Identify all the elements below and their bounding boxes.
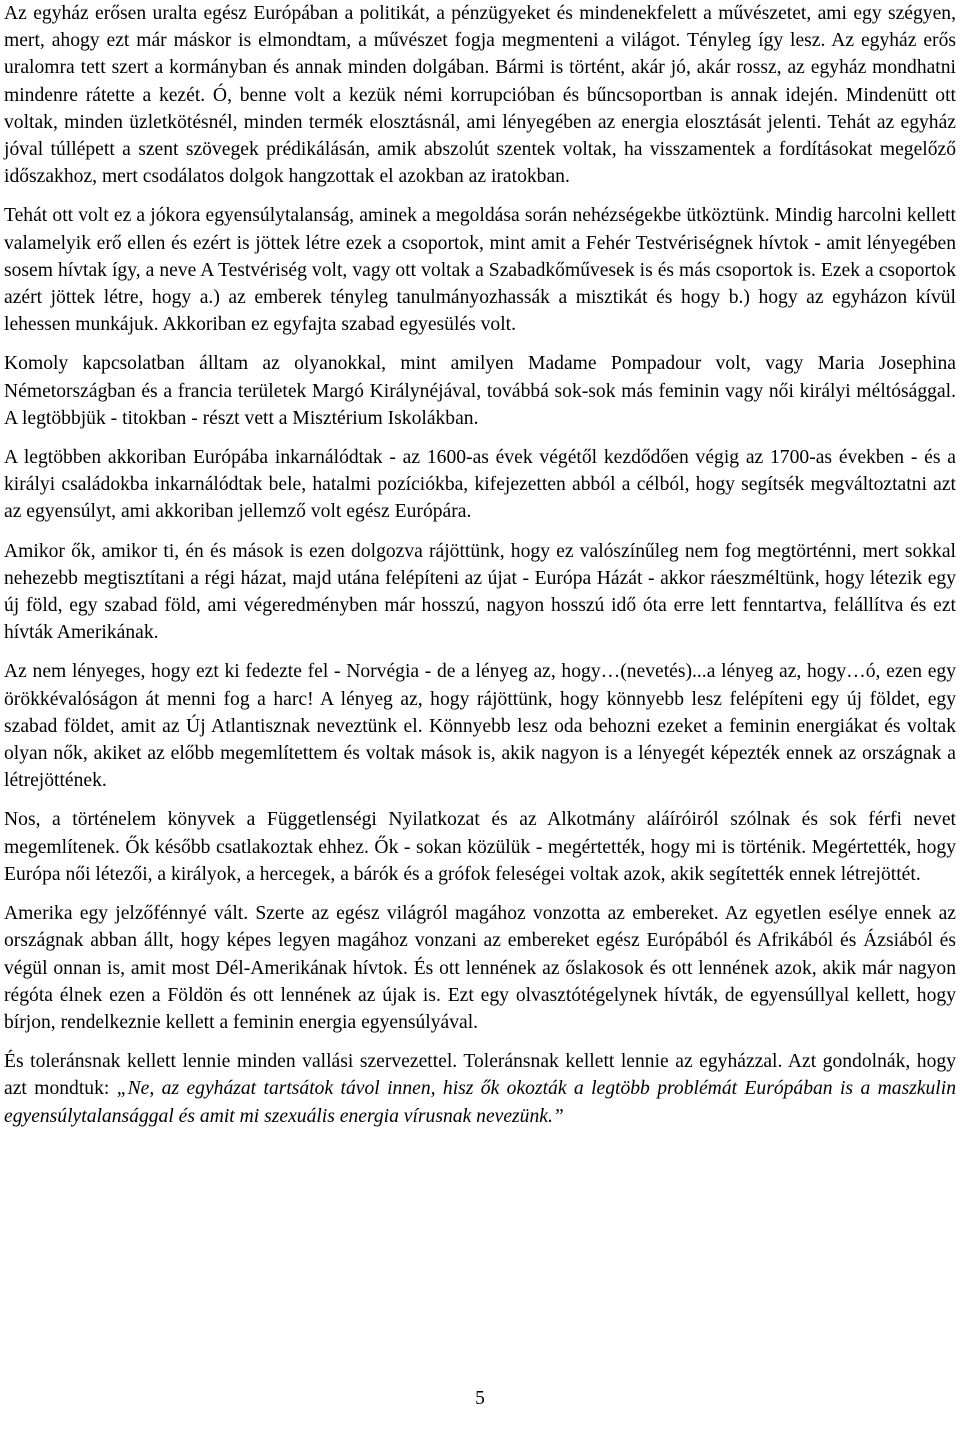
paragraph-9-text: És toleránsnak kellett lennie minden vallási szervezettel. Toleránsnak kellett lennie az egyházzal. Azt gondolnák, hogy azt mondtuk: [4, 1051, 956, 1100]
paragraph-6: Az nem lényeges, hogy ezt ki fedezte fel - Norvégia - de a lényeg az, hogy…(nevetés)...a lényeg az, hogy…ó, ezen egy örökkévalóságon át menni fog a harc! A lényeg az, hogy rájöttünk, hogy könnyebb lesz felépíteni egy új földet, egy szabad földet, amit az Új Atlantisznak neveztünk el. Könnyebb lesz oda behozni ezeket a feminin energiákat és voltak olyan nők, akiket az előbb megemlítettem és voltak mások is, akik nagyon is a lényegét képezték ennek az országnak a létrejöttének. [4, 661, 956, 792]
paragraph-5: Amikor ők, amikor ti, én és mások is ezen dolgozva rájöttünk, hogy ez valószínűleg nem fog megtörténni, mert sokkal nehezebb megtisztítani a régi házat, majd utána felépíteni az újat - Európa Házát - akkor ráeszméltünk, hogy létezik egy új föld, egy szabad föld, ami végeredményben már hosszú, nagyon hosszú idő óta erre lett fenntartva, felállítva és ezt hívták Amerikának. [4, 540, 956, 644]
paragraph-7: Nos, a történelem könyvek a Függetlenségi Nyilatkozat és az Alkotmány aláíróiról szólnak és sok férfi nevet megemlítenek. Ők később csatlakoztak ehhez. Ők - sokan közülük - megértették, hogy mi is történik. Megértették, hogy Európa női létezői, a királyok, a hercegek, a bárók és a grófok feleségei voltak azok, akik segítették ennek létrejöttét. [4, 809, 956, 885]
paragraph-2: Tehát ott volt ez a jókora egyensúlytalanság, aminek a megoldása során nehézségekbe ütköztünk. Mindig harcolni kellett valamelyik erő ellen és ezért is jöttek létre ezek a csoportok, mint amit a Fehér Testvériségnek hívtok - amit lényegében sosem hívtak így, a neve A Testvériség volt, vagy ott voltak a Szabadkőművesek is és más csoportok is. Ezek a csoportok azért jöttek létre, hogy a.) az emberek tényleg tanulmányozhassák a misztikát és hogy b.) hogy az egyházon kívül lehessen munkájuk. Akkoriban ez egyfajta szabad egyesülés volt. [4, 205, 956, 336]
paragraph-4: A legtöbben akkoriban Európába inkarnálódtak - az 1600-as évek végétől kezdődően végig az 1700-as években - és a királyi családokba inkarnálódtak bele, hatalmi pozíciókba, kifejezetten abból a célból, hogy segítsék megváltoztatni azt az egyensúlyt, ami akkoriban jellemző volt egész Európára. [4, 447, 956, 523]
paragraph-8: Amerika egy jelzőfénnyé vált. Szerte az egész világról magához vonzotta az embereket. Az egyetlen esélye ennek az országnak abban állt, hogy képes legyen magához vonzani az embereket egész Európából és Afrikából és Ázsiából és végül onnan is, amit most Dél-Amerikának hívtok. És ott lennének az őslakosok és ott lennének azok, akik már nagyon régóta élnek ezen a Földön és ott lennének az újak is. Ezt egy olvasztótégelynek hívták, de egyensúllyal kellett, hogy bírjon, rendelkeznie kellett a feminin energia egyensúlyával. [4, 903, 956, 1033]
paragraph-1: Az egyház erősen uralta egész Európában a politikát, a pénzügyeket és mindenekfelett a művészetet, ami egy szégyen, mert, ahogy ezt már máskor is elmondtam, a művészet fogja megmenteni a világot. Tényleg így lesz. Az egyház erős uralomra tett szert a kormányban és annak minden dolgában. Bármi is történt, akár jó, akár rossz, az egyház mondhatni mindenre rátette a kezét. Ó, benne volt a kezük némi korrupcióban és bűncsoportban is annak idején. Mindenütt ott voltak, minden üzletkötésnél, minden termék elosztásnál, ami lényegében az energia elosztását jelenti. Tehát az egyház jóval túllépett a szent szövegek prédikálásán, amik abszolút szentek voltak, ha visszamentek a fordításokat megelőző időszakhoz, mert csodálatos dolgok hangzottak el azokban az iratokban. [4, 3, 956, 188]
italic-quote: „Ne, az egyházat tartsátok távol innen, hisz ők okozták a legtöbb problémát Európában is a maszkulin egyensúlytalansággal és amit mi szexuális energia vírusnak nevezünk.” [4, 1078, 956, 1127]
page-number: 5 [475, 1388, 485, 1409]
document-page [4, 0, 956, 1142]
paragraph-9 [4, 1048, 956, 1130]
paragraph-3: Komoly kapcsolatban álltam az olyanokkal, mint amilyen Madame Pompadour volt, vagy Maria Josephina Németországban és a francia területek Margó Királynéjával, továbbá sok-sok más feminin vagy női királyi méltósággal. A legtöbbjük - titokban - részt vett a Misztérium Iskolákban. [4, 353, 956, 429]
